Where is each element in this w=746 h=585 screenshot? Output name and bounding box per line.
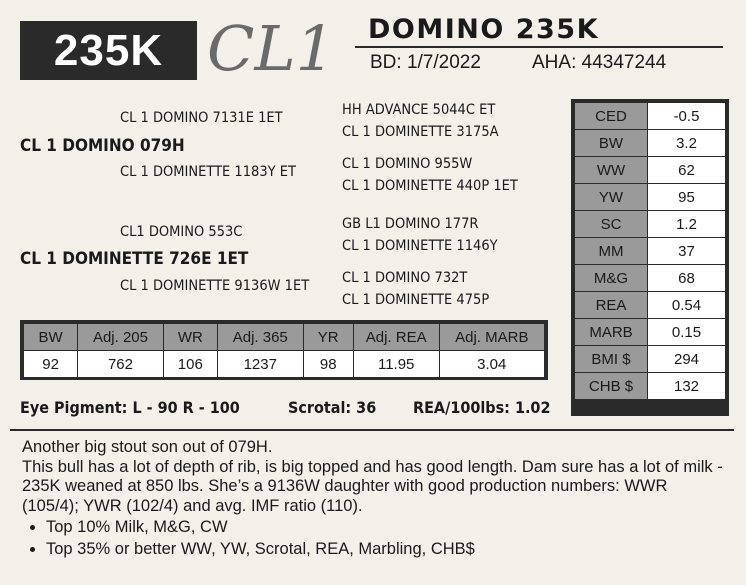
epd-label: BW [575,130,648,157]
epd-row [575,130,726,157]
epd-value: 294 [648,346,726,373]
perf-value: 98 [303,351,353,378]
perf-value: 11.95 [353,351,439,378]
pedigree-sire-dam: CL 1 DOMINETTE 1183Y ET [120,164,296,180]
epd-row [575,373,726,400]
epd-row [575,157,726,184]
epd-label: YW [575,184,648,211]
scrotal: Scrotal: 36 [288,398,377,417]
epd-label: SC [575,211,648,238]
perf-value: 92 [24,351,78,378]
perf-value: 762 [78,351,163,378]
perf-value: 1237 [217,351,303,378]
epd-value: 132 [648,373,726,400]
perf-header: Adj. MARB [439,324,544,351]
epd-row [575,103,726,130]
highlight-item: • Top 10% Milk, M&G, CW [46,518,727,538]
epd-value: 68 [648,265,726,292]
performance-header-row [24,324,545,351]
epd-label: MARB [575,319,648,346]
epd-row [575,319,726,346]
svg-text:CL1: CL1 [207,12,336,84]
epd-value: -0.5 [648,103,726,130]
epd-row [575,346,726,373]
pedigree-sire-sire: CL 1 DOMINO 7131E 1ET [120,110,283,126]
perf-header: BW [24,324,78,351]
pedigree-ddd: CL 1 DOMINETTE 475P [342,292,490,308]
pedigree-sire: CL 1 DOMINO 079H [20,136,185,156]
epd-row [575,265,726,292]
pedigree-dam-sire: CL1 DOMINO 553C [120,224,243,240]
epd-row [575,211,726,238]
epd-table [574,102,726,400]
epd-label: M&G [575,265,648,292]
epd-value: 3.2 [648,130,726,157]
pedigree-sss: HH ADVANCE 5044C ET [342,102,496,118]
lot-number: 235K [20,21,197,80]
animal-name: DOMINO 235K [368,14,600,45]
epd-label: CHB $ [575,373,648,400]
epd-value: 0.15 [648,319,726,346]
performance-table [23,323,545,378]
epd-row [575,184,726,211]
pedigree-dam: CL 1 DOMINETTE 726E 1ET [20,249,249,269]
pedigree-sds: CL 1 DOMINO 955W [342,156,473,172]
perf-value: 106 [163,351,217,378]
epd-label: WW [575,157,648,184]
pedigree-sdd: CL 1 DOMINETTE 440P 1ET [342,178,518,194]
description-body: This bull has a lot of depth of rib, is big topped and has good length. Dam sure has a lot of milk - 235K weaned at 850 lbs. She’s a 9136W daughter with good production numbers: WWR (105/4); YWR (102/4) and avg. IMF ratio (110). [22,457,723,515]
epd-value: 1.2 [648,211,726,238]
perf-header: Adj. 365 [217,324,303,351]
epd-row [575,238,726,265]
pedigree-dss: GB L1 DOMINO 177R [342,216,479,232]
epd-label: MM [575,238,648,265]
pedigree-dsd: CL 1 DOMINETTE 1146Y [342,238,498,254]
epd-value: 62 [648,157,726,184]
epd-label: BMI $ [575,346,648,373]
highlights-list [22,518,727,559]
highlight-item: • Top 35% or better WW, YW, Scrotal, REA, Marbling, CHB$ [46,540,727,560]
rea-per-100lbs: REA/100lbs: 1.02 [413,398,551,417]
cl1-logo [203,6,351,84]
description-divider [10,429,734,431]
epd-row [575,292,726,319]
eye-pigment: Eye Pigment: L - 90 R - 100 [20,398,240,417]
perf-header: YR [303,324,353,351]
header-divider [355,46,723,48]
perf-header: Adj. REA [353,324,439,351]
epd-value: 0.54 [648,292,726,319]
birth-date: BD: 1/7/2022 [370,52,481,73]
aha-registration: AHA: 44347244 [532,52,667,73]
epd-label: CED [575,103,648,130]
description [22,438,727,561]
description-intro: Another big stout son out of 079H. [22,438,273,456]
pedigree-dam-dam: CL 1 DOMINETTE 9136W 1ET [120,278,310,294]
pedigree-dds: CL 1 DOMINO 732T [342,270,468,286]
perf-header: WR [163,324,217,351]
epd-value: 37 [648,238,726,265]
perf-value: 3.04 [439,351,544,378]
pedigree-ssd: CL 1 DOMINETTE 3175A [342,124,499,140]
performance-value-row [24,351,545,378]
epd-label: REA [575,292,648,319]
perf-header: Adj. 205 [78,324,163,351]
epd-value: 95 [648,184,726,211]
